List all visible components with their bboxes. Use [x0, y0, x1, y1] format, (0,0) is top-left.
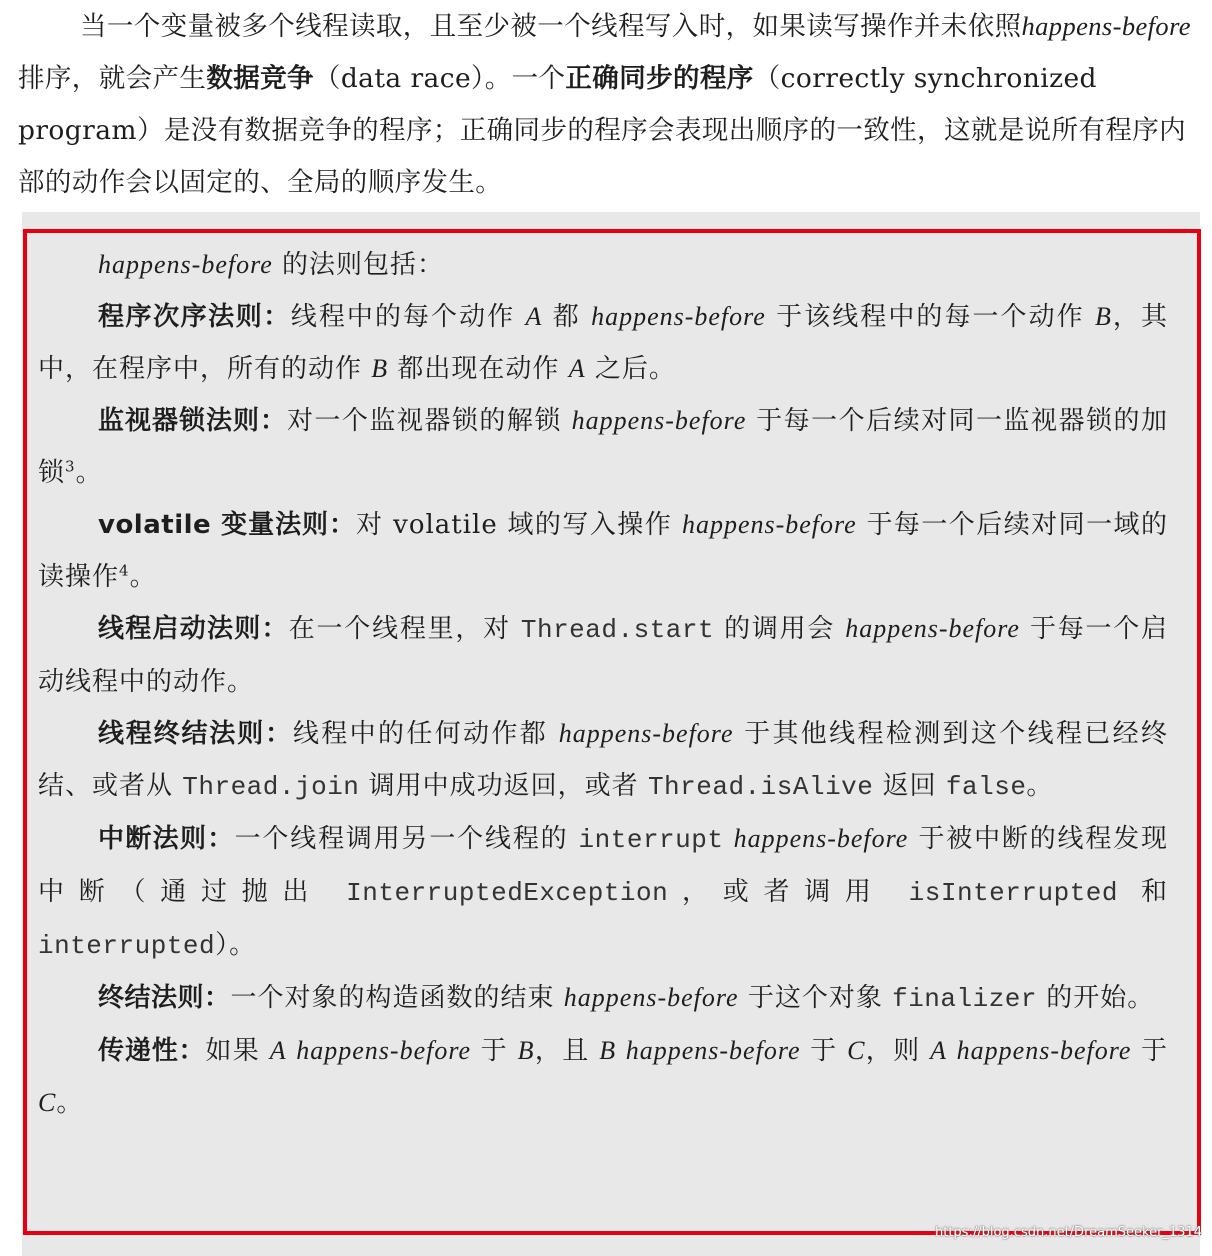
rule-name: 终结法则：: [98, 983, 231, 1013]
rule-text: 线程中的每个动作: [290, 302, 526, 332]
happens-before-term: happens-before: [563, 983, 739, 1012]
correctly-synchronized-term: 正确同步的程序: [565, 63, 754, 94]
rule-thread-start: [38, 603, 1168, 708]
rule-text: 之后。: [585, 354, 676, 384]
happens-before-term: happens-before: [733, 824, 909, 853]
rule-text: 调用中成功返回，或者: [359, 771, 648, 801]
var-c: C: [847, 1036, 866, 1065]
rule-program-order: [38, 291, 1168, 395]
code-thread-join: Thread.join: [182, 772, 360, 802]
code-finalizer: finalizer: [892, 984, 1038, 1014]
rule-text: ，且: [534, 1036, 600, 1066]
var-b: B: [599, 1036, 617, 1065]
rule-name: 监视器锁法则：: [98, 406, 287, 436]
happens-before-rules: [38, 239, 1168, 1129]
rule-name: 传递性：: [98, 1036, 206, 1066]
rule-text: 。: [56, 1088, 84, 1118]
var-b: B: [371, 354, 389, 383]
code-thread-isalive: Thread.isAlive: [647, 772, 874, 802]
happens-before-term: happens-before: [98, 250, 273, 279]
code-is-interrupted: isInterrupted: [908, 878, 1119, 908]
rule-text: 于: [800, 1036, 848, 1066]
rule-text: 返回: [873, 771, 946, 801]
rule-text: 于每一个启动线程中的动作。: [38, 614, 1169, 697]
rule-text: ，其中，在程序中，所有的动作: [38, 302, 1168, 384]
code-false: false: [945, 772, 1027, 802]
rule-text: ，或者调用: [668, 877, 909, 907]
rules-header-text: 的法则包括：: [272, 250, 445, 280]
code-interrupt: interrupt: [578, 825, 724, 855]
rule-text: 的开始。: [1037, 983, 1155, 1013]
happens-before-term: happens-before: [571, 406, 747, 435]
rule-text: 一个线程调用另一个线程的: [234, 824, 579, 854]
rule-text: 于该线程中的每一个动作: [765, 302, 1095, 332]
footnote-ref: 4: [119, 561, 130, 580]
rule-monitor-lock: [38, 395, 1168, 499]
source-watermark: https://blog.csdn.net/DreamSeeker_1314: [935, 1225, 1202, 1240]
rule-text: 于: [471, 1036, 518, 1066]
rule-text: 在一个线程里，对: [288, 614, 521, 644]
var-a: A: [269, 1036, 287, 1065]
rule-text: 于每一个后续对同一域的读操作: [38, 510, 1169, 592]
code-thread-start: Thread.start: [520, 615, 715, 645]
rule-text: 的调用会: [714, 614, 846, 644]
var-a: A: [568, 354, 586, 383]
intro-text: 排序，就会产生: [18, 63, 207, 94]
rule-text: 对 volatile 域的写入操作: [355, 510, 682, 540]
var-b: B: [1095, 302, 1112, 331]
var-a: A: [525, 302, 543, 331]
rule-text: 。: [129, 562, 157, 592]
rule-name: 线程终结法则：: [98, 719, 293, 749]
code-interrupted-exception: InterruptedException: [346, 878, 669, 908]
rule-text: 都出现在动作: [388, 354, 569, 384]
var-a: A: [930, 1036, 948, 1065]
rule-text: ）。: [215, 930, 257, 960]
rules-header: [38, 239, 1168, 291]
intro-text: 当一个变量被多个线程读取，且至少被一个线程写入时，如果读写操作并未依照: [80, 11, 1022, 42]
intro-paragraph: [18, 0, 1204, 209]
footnote-ref: 3: [65, 457, 76, 476]
happens-before-term: happens-before: [681, 510, 857, 539]
rule-text: 对一个监视器锁的解锁: [286, 406, 572, 436]
rule-volatile: [38, 499, 1168, 603]
happens-before-term: happens-before: [591, 302, 766, 331]
happens-before-term: happens-before: [1021, 11, 1191, 41]
data-race-term: 数据竞争: [206, 63, 314, 94]
rule-text: 。: [75, 458, 103, 488]
rule-thread-termination: [38, 708, 1168, 813]
happens-before-term: happens-before: [558, 719, 734, 748]
rule-name: 中断法则：: [98, 824, 235, 854]
happens-before-term: happens-before: [296, 1036, 472, 1065]
var-c: C: [38, 1088, 57, 1117]
rule-interrupt: [38, 813, 1168, 972]
rule-text: 于: [1131, 1036, 1169, 1066]
happens-before-term: happens-before: [625, 1036, 801, 1065]
rule-text: 。: [1026, 771, 1054, 801]
rule-transitivity: [38, 1025, 1168, 1129]
rule-name: volatile 变量法则：: [98, 510, 356, 540]
intro-text: （correctly synchronized program）是没有数据竞争的程序；正确同步的程序会表现出顺序的一致性，这就是说所有程序内部的动作会以固定的、全局的顺序发生。: [18, 63, 1187, 198]
rule-text: 和: [1118, 877, 1169, 907]
rule-text: 线程中的任何动作都: [292, 719, 559, 749]
var-b: B: [517, 1036, 535, 1065]
rule-text: 如果: [205, 1036, 270, 1066]
happens-before-term: happens-before: [845, 614, 1020, 643]
rule-text: 于被中断的线程发现中断（通过抛出: [38, 824, 1169, 907]
happens-before-term: happens-before: [956, 1036, 1132, 1065]
rule-text: 于这个对象: [738, 983, 893, 1013]
rule-text: 一个对象的构造函数的结束: [230, 983, 564, 1013]
rule-name: 程序次序法则：: [98, 302, 291, 332]
rule-text: 于其他线程检测到这个线程已经终结、或者从: [38, 719, 1169, 801]
rule-finalizer: [38, 972, 1168, 1025]
code-interrupted: interrupted: [38, 931, 216, 961]
rule-name: 线程启动法则：: [98, 614, 289, 644]
rule-text: 都: [542, 302, 592, 332]
rule-text: 于每一个后续对同一监视器锁的加锁: [38, 406, 1168, 488]
intro-text: （data race）。一个: [313, 63, 566, 94]
rule-text: ，则: [865, 1036, 931, 1066]
